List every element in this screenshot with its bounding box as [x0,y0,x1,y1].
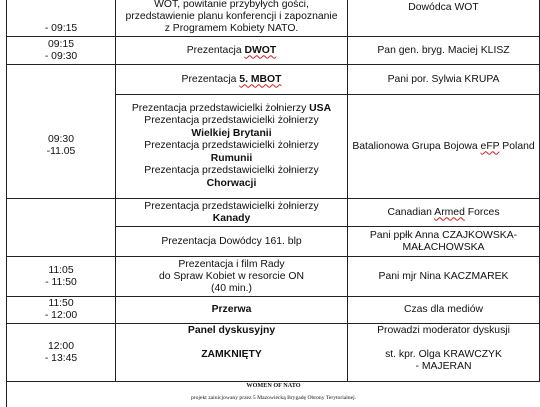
time-cell [7,37,116,65]
table-row [7,297,540,324]
speaker-line: st. kpr. Olga KRAWCZYK [385,349,502,360]
speaker-text: Pan gen. bryg. Maciej [377,44,481,56]
footer-title: WOMEN OF NATO [246,382,301,389]
time-start: 09:15 [47,38,74,50]
event-cell [116,297,348,324]
table-row [7,257,540,297]
event-cell [116,37,348,65]
speaker-cell [348,0,540,37]
event-cell [116,227,348,257]
table-row [7,65,540,95]
time-start: 11:50 [48,298,74,309]
speaker-cell [348,95,540,199]
event-bold: Chorwacji [206,177,257,189]
event-cell [116,257,348,297]
spacer [351,337,536,349]
event-text: Prezentacja [181,73,240,85]
speaker-text: Canadian [387,206,435,218]
speaker-cell [348,297,540,324]
speaker-cell [348,199,540,227]
event-line: Prezentacja przedstawicielki żołnierzy [144,115,319,127]
speaker-cell [348,324,540,382]
event-line: Prezentacja przedstawicielki żołnierzy [144,165,319,177]
event-line: do Spraw Kobiet w resorcie ON [159,270,304,282]
event-text: Prezentacja Dowódcy 161. blp [161,235,302,247]
speaker-line: Pani ppłk Anna CZAJKOWSKA- [369,229,518,241]
event-bold: Przerwa [211,304,252,315]
speaker-abbrev: eFP [480,140,500,152]
time-end: - 13:45 [44,352,78,364]
speaker-line: - MAJERAN [415,361,472,372]
speaker-surname: KLISZ [480,44,510,56]
speaker-cell [348,65,540,95]
event-line: przedstawienie planu konferencji i zapoznanie [125,11,338,22]
table-row [7,227,540,257]
time-cell [7,95,116,199]
table-row [7,37,540,65]
speaker-word: Armed [434,206,465,218]
event-bold: USA [309,103,332,115]
event-line: Prezentacja przedstawicielki żołnierzy [144,140,319,152]
event-line: Prezentacja przedstawicielki żołnierzy USA [131,103,332,115]
event-bold: Panel dyskusyjny [187,325,276,336]
speaker-text: Poland [499,140,535,152]
agenda-table [6,0,540,382]
event-line: WOT, powitanie przybyłych gości, [154,0,309,10]
time-end: - 09:30 [44,50,78,62]
time-end: - 12:00 [44,310,78,321]
footer-subtitle: projekt zainicjowany przez 5 Mazowiecką Brygadę Obrony Terytorialnej. [190,395,357,401]
event-bold: ZAMKNIĘTY [201,349,262,360]
speaker-line: Prowadzi moderator dyskusji [377,325,510,336]
spacer [119,337,344,349]
speaker-text: Batalionowa Grupa Bojowa [352,140,481,152]
event-bold: Rumunii [210,152,253,164]
event-cell [116,199,348,227]
event-cell [116,95,348,199]
table-row [7,199,540,227]
speaker-cell [348,257,540,297]
event-cell [116,0,348,37]
speaker-surname: KRUPA [464,73,500,85]
time-end: - 09:15 [44,23,78,34]
time-cell [7,257,116,297]
speaker-text: Forces [464,206,500,218]
time-start: 09:30 [47,134,74,146]
time-cell-empty [7,65,116,95]
speaker-text: Pani por. Sylwia [387,73,465,85]
speaker-surname: KACZMAREK [443,270,509,282]
time-end: -11.05 [46,146,76,158]
event-bold: Kanady [212,212,251,224]
speaker-line: MAŁACHOWSKA [402,241,485,253]
event-line: Prezentacja i film Rady [178,258,285,270]
time-cell [7,0,116,37]
speaker-cell [348,227,540,257]
event-text: Prezentacja [186,44,245,56]
event-bold: DWOT [244,44,277,56]
time-cell [7,324,116,382]
event-bold: Wielkiej Brytanii [191,127,272,139]
time-start: 12:00 [47,340,74,352]
event-cell [116,324,348,382]
time-start: 11:05 [48,264,74,276]
event-cell [116,65,348,95]
event-line: (40 min.) [211,282,252,294]
table-row [7,0,540,37]
table-row [7,95,540,199]
event-line: z Programem Kobiety NATO. [164,23,299,34]
table-row [7,324,540,382]
time-end: - 11:50 [45,276,77,288]
event-line: Prezentacja przedstawicielki żołnierzy [144,200,319,212]
time-cell [7,297,116,324]
speaker-text: Czas dla mediów [403,304,484,315]
time-cell-empty [7,227,116,257]
speaker-name: Dowódca WOT [408,2,479,13]
time-cell-empty [7,199,116,227]
speaker-cell [348,37,540,65]
footer-note [6,381,540,407]
speaker-text: Pani mjr Nina [378,270,444,282]
event-bold: 5. MBOT [239,73,282,85]
